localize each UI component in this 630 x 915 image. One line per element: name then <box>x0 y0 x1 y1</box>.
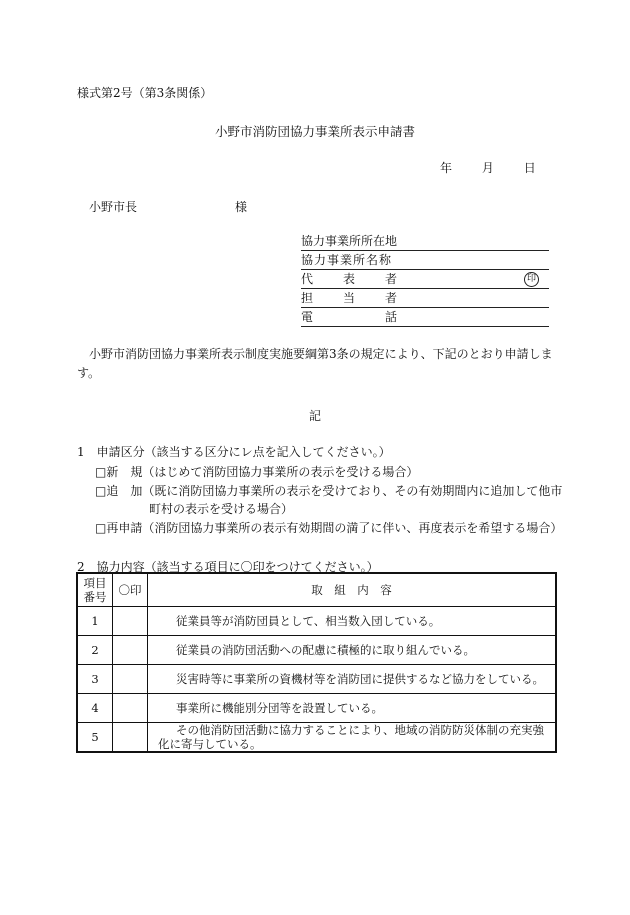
addressee <box>89 198 247 215</box>
table-row <box>77 636 556 665</box>
row-content: 事業所に機能別分団等を設置している。 <box>148 694 557 723</box>
table-row <box>77 665 556 694</box>
date-year: 年 <box>440 161 453 175</box>
header-mark: 〇印 <box>113 573 148 607</box>
field-contact-person-label: 担 当 者 <box>301 291 397 305</box>
field-company-name[interactable] <box>301 251 549 270</box>
field-phone-label: 電 話 <box>301 310 397 324</box>
section2-heading: 2 協力内容（該当する項目に〇印をつけてください。） <box>77 560 379 574</box>
seal-mark: 印 <box>524 272 539 287</box>
option-new[interactable]: □新 規（はじめて消防団協力事業所の表示を受ける場合） <box>95 465 419 479</box>
header-item-number: 項目 番号 <box>77 573 113 607</box>
option-add-continued: 町村の表示を受ける場合） <box>149 502 294 516</box>
table-row <box>77 694 556 723</box>
ki-heading: 記 <box>308 409 321 423</box>
mark-cell[interactable] <box>113 607 148 636</box>
field-address-label: 協力事業所所在地 <box>301 234 398 248</box>
addressee-honorific: 様 <box>235 200 248 214</box>
field-address[interactable] <box>301 232 549 251</box>
field-representative-label: 代 表 者 <box>301 272 397 286</box>
field-company-name-label: 協力事業所名称 <box>301 253 393 267</box>
header-content: 取 組 内 容 <box>148 573 557 607</box>
row-content: 災害時等に事業所の資機材等を消防団に提供するなど協力をしている。 <box>148 665 557 694</box>
form-number: 様式第2号（第3条関係） <box>77 86 213 100</box>
date-day: 日 <box>523 161 536 175</box>
addressee-name: 小野市長 <box>89 200 138 214</box>
mark-cell[interactable] <box>113 723 148 753</box>
row-number: 1 <box>77 607 113 636</box>
mark-cell[interactable] <box>113 636 148 665</box>
section1-heading: 1 申請区分（該当する区分にレ点を記入してください。） <box>77 445 391 459</box>
row-number: 4 <box>77 694 113 723</box>
row-content: 従業員の消防団活動への配慮に積極的に取り組んでいる。 <box>148 636 557 665</box>
field-contact-person[interactable] <box>301 289 549 308</box>
mark-cell[interactable] <box>113 694 148 723</box>
table-header-row <box>77 573 556 607</box>
row-number: 5 <box>77 723 113 753</box>
contribution-table <box>76 572 557 753</box>
table-row <box>77 723 556 753</box>
field-representative[interactable] <box>301 270 549 289</box>
body-text: 小野市消防団協力事業所表示制度実施要綱第3条の規定により、下記のとおり申請します。 <box>77 347 553 380</box>
mark-cell[interactable] <box>113 665 148 694</box>
option-add[interactable]: □追 加（既に消防団協力事業所の表示を受けており、その有効期間内に追加して他市 <box>95 484 563 498</box>
row-content: その他消防団活動に協力することにより、地域の消防防災体制の充実強 化に寄与している。 <box>148 723 557 753</box>
date-row <box>440 159 562 176</box>
row-number: 3 <box>77 665 113 694</box>
row-number: 2 <box>77 636 113 665</box>
row-content: 従業員等が消防団員として、相当数入団している。 <box>148 607 557 636</box>
field-phone[interactable] <box>301 308 549 327</box>
table-row <box>77 607 556 636</box>
option-reapply[interactable]: □再申請（消防団協力事業所の表示有効期間の満了に伴い、再度表示を希望する場合） <box>95 521 563 535</box>
date-month: 月 <box>481 161 494 175</box>
document-title: 小野市消防団協力事業所表示申請書 <box>214 124 415 139</box>
